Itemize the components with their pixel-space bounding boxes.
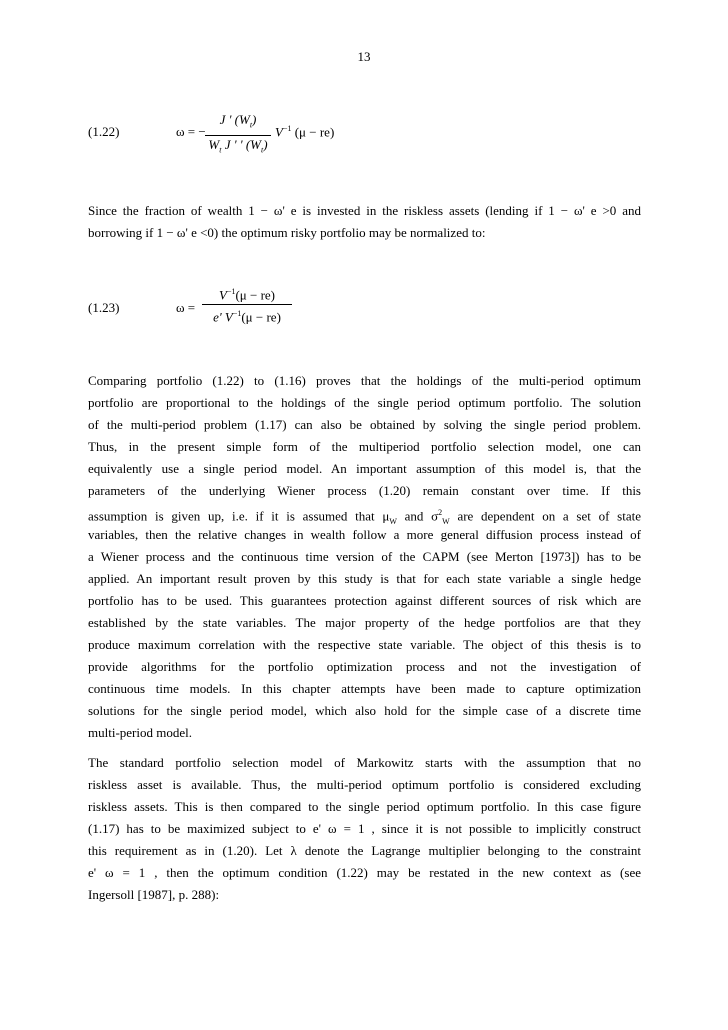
fraction-bar (205, 135, 271, 136)
fraction-denominator: $W_t$ J ' ' $(W_t)$ (208, 136, 268, 155)
fraction-numerator: $V^{-1}(\mu - re)$ (218, 287, 276, 303)
text-line: e' ω = 1 , then the optimum condition (1.22) may be restated in the new context as (see (88, 865, 641, 880)
text-line: Comparing portfolio (1.22) to (1.16) proves that the holdings of the multi-period optimum (88, 373, 641, 388)
text-line-with-symbols: assumption is given up, i.e. if it is assumed that $\mu_W$ and $\sigma^2_W$ are dependent on a set of state (88, 508, 641, 526)
text-line: applied. An important result proven by this study is that for each state variable a single hedge (88, 571, 641, 586)
text-line: multi-period model. (88, 725, 192, 740)
text-line: portfolio are proportional to the holdings of the single period optimum portfolio. The solution (88, 395, 641, 410)
text-line: a Wiener process and the continuous time version of the CAPM (see Merton [1973]) has to be (88, 549, 641, 564)
fraction-denominator: e' $V^{-1}(\mu - re)$ (213, 309, 281, 325)
text-line: this requirement as in (1.20). Let λ denote the Lagrange multiplier belonging to the constraint (88, 843, 641, 858)
text-line: established by the state variables. The major property of the hedge portfolios are that they (88, 615, 641, 630)
text-line: provide algorithms for the portfolio optimization process and not the investigation of (88, 659, 641, 674)
text-line: variables, then the relative changes in wealth follow a more general diffusion process instead of (88, 527, 641, 542)
fraction-bar (202, 304, 292, 305)
paragraph-2 (88, 370, 641, 744)
text-line: produce maximum correlation with the respective state variable. The object of this thesis is to (88, 637, 641, 652)
equation-lhs: ω = − (176, 124, 206, 139)
text-line: (1.17) has to be maximized subject to e' ω = 1 , since it is not possible to implicitly construct (88, 821, 641, 836)
text-line: Since the fraction of wealth 1 − ω' e is invested in the riskless assets (lending if 1 − ω' e >0 and (88, 203, 641, 218)
text-line: equivalently use a single period model. An important assumption of this model is, that the (88, 461, 641, 476)
text-line: borrowing if 1 − ω' e <0) the optimum risky portfolio may be normalized to: (88, 225, 486, 240)
equation-label: (1.22) (88, 124, 120, 139)
text-line: portfolio has to be used. This guarantees protection against different sources of risk which are (88, 593, 641, 608)
text-line: Ingersoll [1987], p. 288): (88, 887, 220, 902)
equation-fraction (205, 112, 271, 158)
text-line: parameters of the underlying Wiener process (1.20) remain constant over time. If this (88, 483, 641, 498)
text-line: of the multi-period problem (1.17) can also be obtained by solving the single period problem. (88, 417, 641, 432)
fraction-numerator: J ' $(W_t)$ (219, 112, 257, 130)
equation-label: (1.23) (88, 300, 120, 315)
text-line: riskless assets. This is then compared to the single period optimum portfolio. In this case figure (88, 799, 641, 814)
page-number: 13 (357, 49, 371, 64)
equation-fraction (202, 284, 292, 326)
equation-lhs: ω = (176, 300, 196, 315)
text-line: continuous time models. In this chapter attempts have been made to capture optimization (88, 681, 641, 696)
text-line: The standard portfolio selection model of Markowitz starts with the assumption that no (88, 755, 641, 770)
equation-tail: $V^{-1}$ (μ − re) (275, 124, 335, 140)
text-line: Thus, in the present simple form of the multiperiod portfolio selection model, one can (88, 439, 641, 454)
paragraph-1 (88, 200, 641, 244)
paragraph-3 (88, 752, 641, 906)
text-line: riskless asset is available. Thus, the multi-period optimum portfolio is considered excluding (88, 777, 641, 792)
text-line: solutions for the single period model, which also hold for the simple case of a discrete time (88, 703, 641, 718)
